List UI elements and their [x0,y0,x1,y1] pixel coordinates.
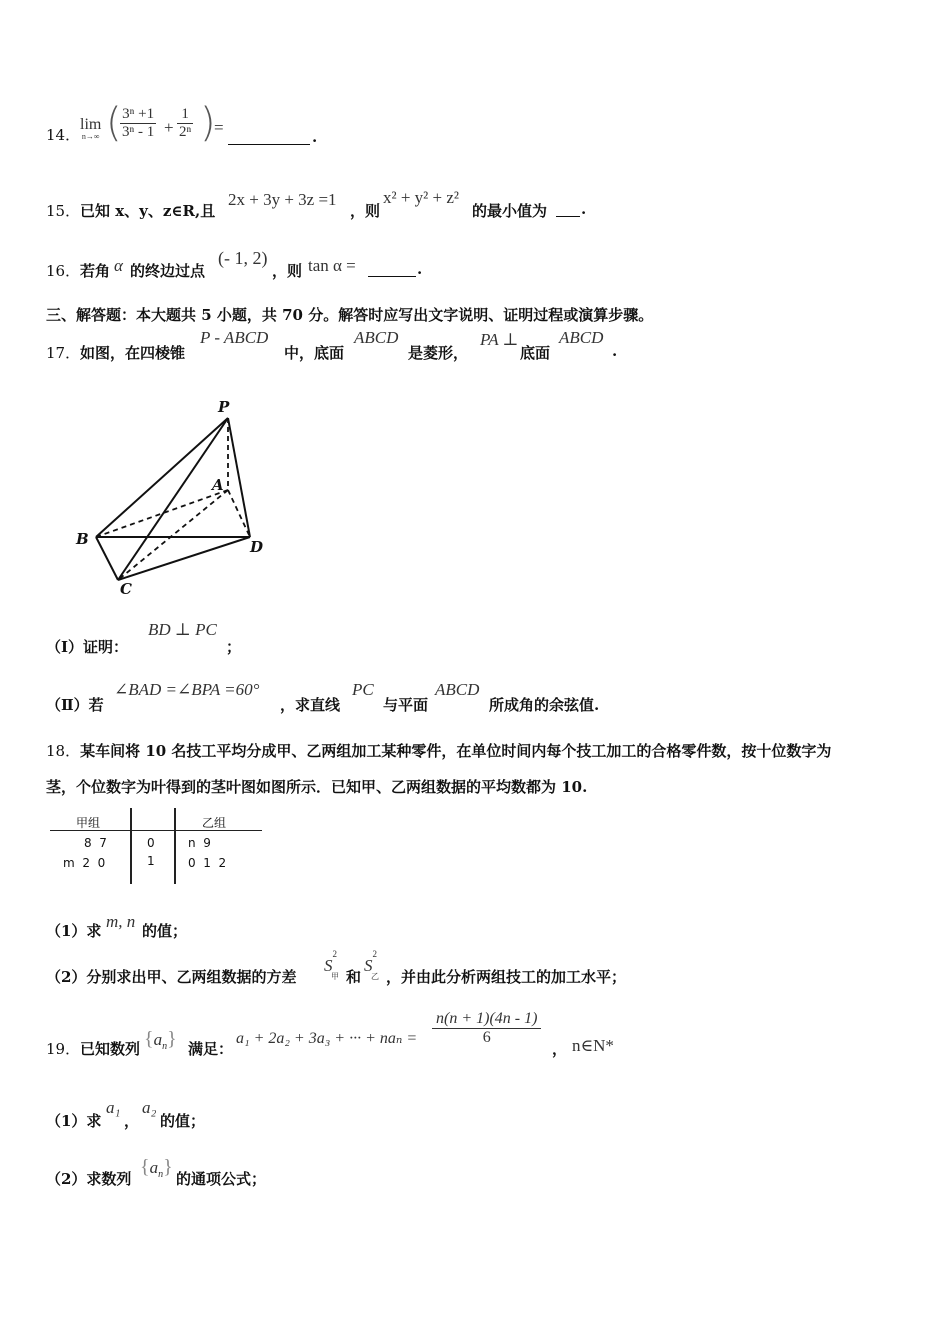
plus-sign: + [164,118,174,137]
label-B: B [76,530,89,548]
edge-PC [118,418,228,580]
row2-right-leaves: 0 1 2 [188,856,227,870]
limit: lim n→∞ [80,116,102,141]
domain: n∈N* [572,1036,614,1055]
left-header: 甲组 [76,816,101,830]
fraction-2: $\frac{1}{\text{2ⁿ}}$ [179,106,192,140]
row1-left-leaves: 8 7 [84,836,107,850]
edge-CD [118,537,250,580]
point-coordinates: (- 1, 2) [218,248,268,268]
edge-PD [228,418,250,537]
section-heading: 三、解答题：本大题共 5 小题，共 70 分。解答时应写出文字说明、证明过程或演算步骤。 [46,306,654,324]
question-number: 14． [46,126,81,144]
label-A: A [212,476,224,494]
q18-line2: 茎，个位数字为叶得到的茎叶图如图所示．已知甲、乙两组数据的平均数都为 10. [46,778,588,796]
sequence-braces: $\{a_n\}$ [144,1028,177,1053]
label-D: D [250,538,264,556]
answer-blank[interactable] [368,262,416,277]
target-expression: x² + y² + z² [383,188,460,207]
pyramid-figure [70,392,280,602]
constraint-expression: 2x + 3y + 3z =1 [228,190,337,209]
label-C: C [120,580,132,598]
row2-stem: 1 [147,854,155,868]
label-P: P [218,398,230,416]
series-rhs: $\frac{n(n + 1)(4n - 1)}{6}$ [432,1010,541,1047]
q18-line1: 18．某车间将 10 名技工平均分成甲、乙两组加工某种零件，在单位时间内每个技工加工的合格零件数，按十位数字为 [46,742,832,760]
right-stem-rule [174,808,176,884]
right-header: 乙组 [202,816,227,830]
left-paren: ( [106,100,122,146]
edge-PB [96,418,228,537]
fraction-1: $\frac{\text{3ⁿ +1}}{\text{3ⁿ - 1}}$ [122,106,155,140]
edge-AD [228,490,250,537]
question-number: 19． [46,1040,81,1058]
answer-blank[interactable] [556,202,580,217]
answer-blank[interactable] [228,130,310,145]
question-number: 16． [46,262,81,280]
series-lhs: a₁ + 2a₂ + 3a₃ + ··· + naₙ = [236,1030,418,1047]
row1-stem: 0 [147,836,155,850]
stem-leaf-plot [48,808,264,886]
row1-right-leaves: n 9 [188,836,211,850]
left-stem-rule [130,808,132,884]
edge-BC [96,537,118,580]
question-number: 15． [46,202,81,220]
variance-jia: $S^2_甲$ [324,948,339,982]
question-number: 17． [46,344,81,362]
variance-yi: $S^2_乙$ [364,948,379,982]
equals-sign: = [214,118,224,137]
row2-left-leaves: m 2 0 [63,856,106,870]
right-paren: ) [200,100,216,146]
sequence-braces: $\{a_n\}$ [140,1156,173,1181]
